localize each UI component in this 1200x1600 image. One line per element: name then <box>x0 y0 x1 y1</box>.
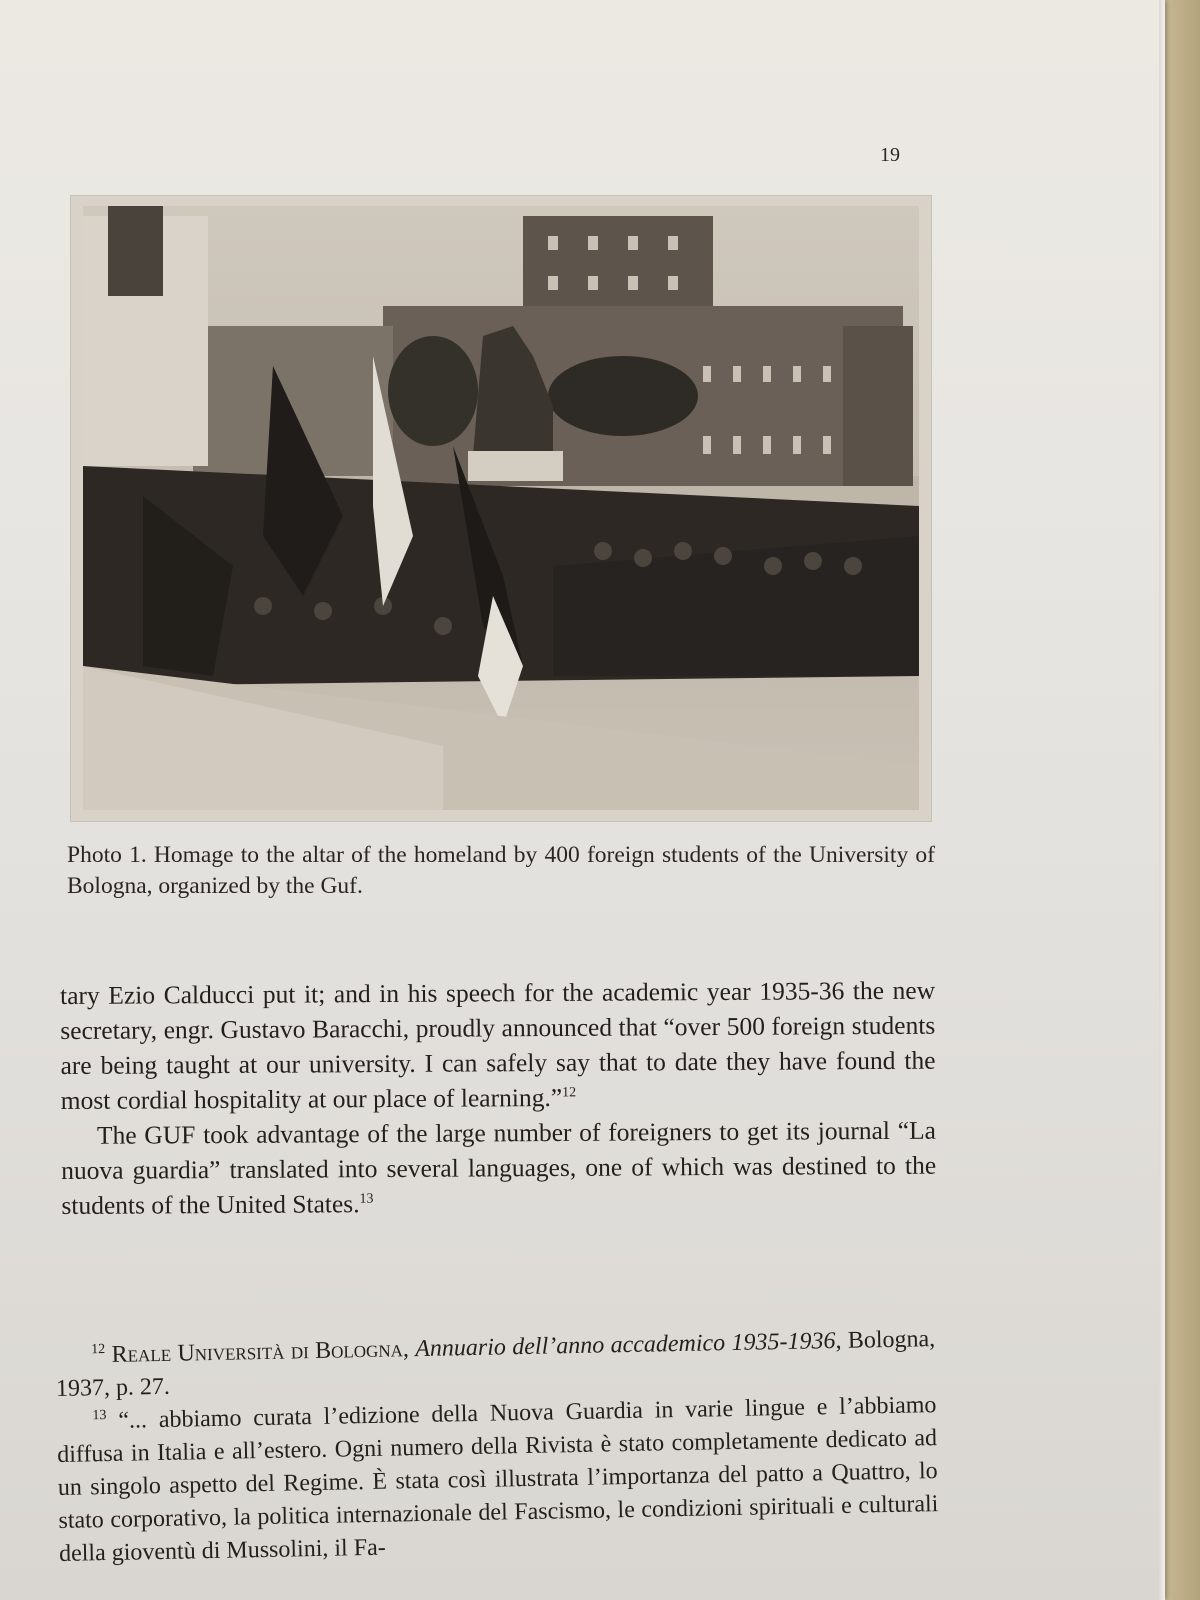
footnote-12-title: Annuario dell’anno accademico 1935-1936 <box>414 1328 836 1363</box>
footnote-12-separator: , <box>402 1336 416 1363</box>
paragraph-2-text: The GUF took advantage of the large number of foreigners to get its journal “La nuova guardia” translated into several languages, one of which was destined to the students of the United States. <box>61 1115 937 1220</box>
footnote-12-rest: , Bologna, 1937, p. 27. <box>55 1326 936 1402</box>
photo-frame <box>70 195 932 822</box>
table-background <box>1160 0 1200 1600</box>
footnote-ref-12: 12 <box>562 1085 577 1101</box>
paragraph-2 <box>61 1113 937 1223</box>
photo-caption: Photo 1. Homage to the altar of the homeland by 400 foreign students of the University of Bologna, organized by the Guf. <box>67 842 935 899</box>
footnote-13-text: “... abbiamo curata l’edizione della Nuova Guardia in varie lingue e l’abbiamo diffusa in Italia e all’estero. Ogni numero della Rivista è stato completamente dedicato ad un singolo aspetto del Regime. È stata così illustrata l’importanza del patto a Quattro, lo stato corporativo, la politica internazionale del Fascismo, le condizioni spirituali e culturali della gioventù di Mussolini, il Fa- <box>56 1392 939 1567</box>
paragraph-1 <box>60 973 936 1118</box>
footnote-12-number: 12 <box>91 1342 106 1358</box>
body-text <box>60 973 936 1223</box>
page-number: 19 <box>880 144 900 166</box>
historical-photo <box>83 206 919 810</box>
tree <box>548 356 698 436</box>
footnote-12-author: Reale Università di Bologna <box>111 1336 404 1368</box>
page-edge <box>1159 0 1165 1600</box>
footnote-13-number: 13 <box>92 1408 107 1424</box>
footnote-ref-13: 13 <box>359 1191 374 1207</box>
footnotes <box>55 1323 939 1571</box>
paragraph-1-text: tary Ezio Calducci put it; and in his speech for the academic year 1935-36 the new secretary, engr. Gustavo Baracchi, proudly announced that “over 500 foreign students are being taught at our university. I can safely say that to date they have found the most cordial hospitality at our place of learning.” <box>60 975 936 1115</box>
footnote-13 <box>56 1389 939 1571</box>
